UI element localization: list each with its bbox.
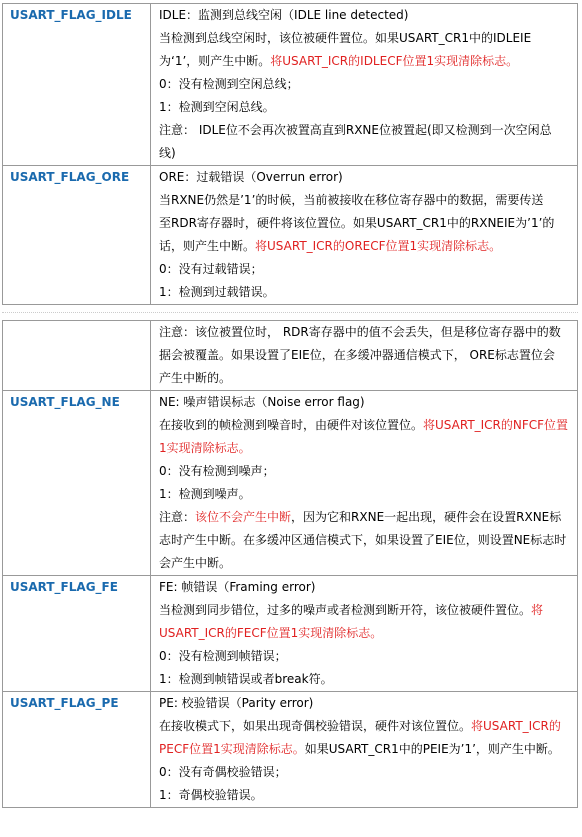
flag-description-cell [151,166,578,305]
description-text: 0：没有检测到帧错误； [159,649,287,663]
description-text: 当检测到总线空闲时，该位被硬件置位。如果USART_CR1中的IDLEIE [159,31,532,45]
description-line [159,414,574,437]
description-text: 1：检测到噪声。 [159,487,251,501]
flag-name-cell: USART_FLAG_FE [3,576,151,692]
description-text: PE: 校验错误（Parity error) [159,696,314,710]
clear-instruction-text: 将 [531,603,544,617]
clear-instruction-text: 将USART_ICR的IDLECF位置1实现清除标志。 [270,54,519,68]
description-line [159,437,574,460]
description-line [159,321,574,344]
description-text: 话，则产生中断。 [159,239,256,253]
description-line [159,258,574,281]
flag-table-part1 [2,3,578,305]
description-text: 1：检测到过载错误。 [159,285,275,299]
description-line [159,235,574,258]
description-text: 1：检测到帧错误或者break符。 [159,672,333,686]
description-line [159,73,574,96]
clear-instruction-text: 1实现清除标志。 [159,441,251,455]
description-text: NE: 噪声错误标志（Noise error flag) [159,395,365,409]
description-line [159,344,574,367]
description-text: 在接收模式下，如果出现奇偶校验错误，硬件对该位置位。 [159,719,472,733]
description-text: 当RXNE仍然是’1’的时候，当前被接收在移位寄存器中的数据，需要传送 [159,193,544,207]
description-line [159,506,574,529]
description-text: 线) [159,146,176,160]
flag-name-cell: USART_FLAG_ORE [3,166,151,305]
page-break-separator [2,312,578,313]
table-row [3,692,578,808]
description-line [159,27,574,50]
flag-name-cell: USART_FLAG_PE [3,692,151,808]
description-text: 0：没有过载错误； [159,262,263,276]
table-row [3,166,578,305]
flag-name-cell [3,321,151,391]
description-text: 如果USART_CR1中的PEIE为’1’，则产生中断。 [304,742,560,756]
description-line [159,119,574,142]
description-line [159,622,574,645]
description-line [159,552,574,575]
description-line [159,761,574,784]
description-line [159,668,574,691]
table-row [3,4,578,166]
page-break-gap [0,309,582,320]
description-text: 0：没有检测到噪声； [159,464,275,478]
description-text: ORE：过载错误（Overrun error) [159,170,343,184]
description-text: 0：没有奇偶校验错误； [159,765,287,779]
description-text: FE: 帧错误（Framing error) [159,580,316,594]
description-text: 在接收到的帧检测到噪音时，由硬件对该位置位。 [159,418,424,432]
flag-description-cell [151,391,578,576]
description-text: 据会被覆盖。如果设置了EIE位，在多缓冲器通信模式下， ORE标志置位会 [159,348,555,362]
flag-name-cell: USART_FLAG_IDLE [3,4,151,166]
description-text: ，因为它和RXNE一起出现，硬件会在设置RXNE标 [291,510,562,524]
description-line [159,715,574,738]
description-text: 注意： IDLE位不会再次被置高直到RXNE位被置起(即又检测到一次空闲总 [159,123,552,137]
table-row [3,391,578,576]
flag-name-cell: USART_FLAG_NE [3,391,151,576]
description-text: 1：检测到空闲总线。 [159,100,275,114]
clear-instruction-text: 将USART_ICR的 [471,719,561,733]
description-text: 至RDR寄存器时，硬件将该位置位。如果USART_CR1中的RXNEIE为’1’的 [159,216,555,230]
flag-description-cell [151,4,578,166]
clear-instruction-text: PECF位置1实现清除标志。 [159,742,305,756]
description-line [159,576,574,599]
description-line [159,50,574,73]
description-line [159,784,574,807]
description-line [159,212,574,235]
description-text: 产生中断的。 [159,371,232,385]
description-line [159,142,574,165]
description-line [159,391,574,414]
description-line [159,692,574,715]
description-line [159,367,574,390]
description-text: 注意： [159,510,196,524]
description-text: 为‘1’，则产生中断。 [159,54,271,68]
description-line [159,166,574,189]
flag-description-cell [151,321,578,391]
description-text: 当检测到同步错位，过多的噪声或者检测到断开符，该位被硬件置位。 [159,603,532,617]
table2-body [3,321,578,808]
description-line [159,483,574,506]
description-line [159,4,574,27]
clear-instruction-text: 将USART_ICR的ORECF位置1实现清除标志。 [255,239,502,253]
description-text: 志时产生中断。在多缓冲区通信模式下，如果设置了EIE位，则设置NE标志时 [159,533,567,547]
description-text: 0：没有检测到空闲总线； [159,77,299,91]
description-line [159,281,574,304]
flag-description-cell [151,576,578,692]
description-line [159,460,574,483]
description-text: 1：奇偶校验错误。 [159,788,263,802]
description-text: 注意：该位被置位时， RDR寄存器中的值不会丢失，但是移位寄存器中的数 [159,325,561,339]
table1-body [3,4,578,305]
description-text: IDLE：监测到总线空闲（IDLE line detected) [159,8,409,22]
flag-table-part2 [2,320,578,808]
description-line [159,529,574,552]
description-line [159,738,574,761]
description-line [159,189,574,212]
clear-instruction-text: 将USART_ICR的NFCF位置 [423,418,569,432]
description-text: 会产生中断。 [159,556,232,570]
description-line [159,96,574,119]
table-row [3,321,578,391]
description-line [159,645,574,668]
table-row [3,576,578,692]
clear-instruction-text: 该位不会产生中断 [195,510,292,524]
description-line [159,599,574,622]
flag-description-cell [151,692,578,808]
clear-instruction-text: USART_ICR的FECF位置1实现清除标志。 [159,626,383,640]
